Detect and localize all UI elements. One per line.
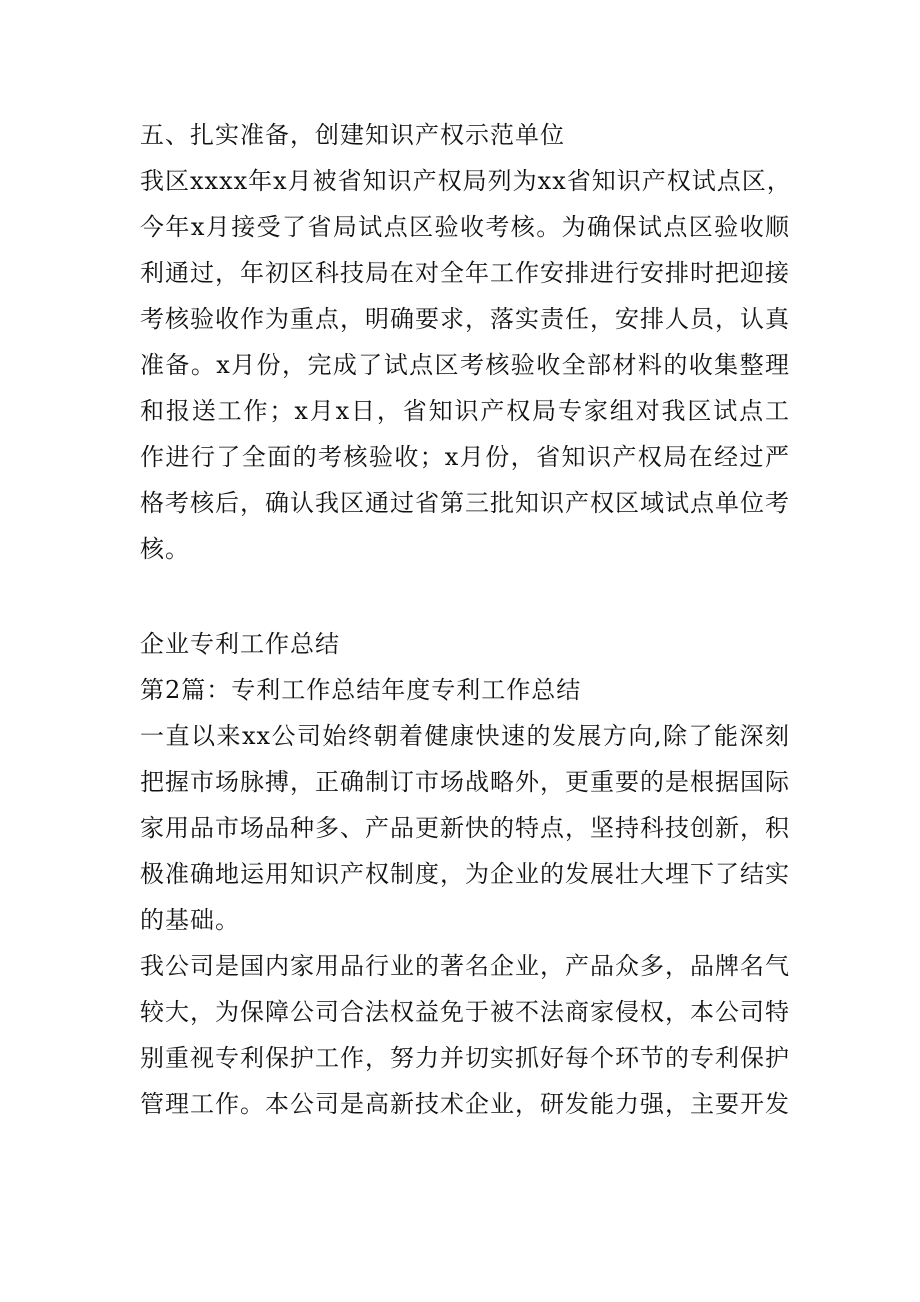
document-body	[140, 112, 790, 1127]
paragraph-line: 考核验收作为重点，明确要求，落实责任，安排人员，认真	[140, 305, 790, 333]
paragraph-line: 格考核后，确认我区通过省第三批知识产权区域试点单位考	[140, 489, 790, 517]
paragraph-line: 别重视专利保护工作，努力并切实抓好每个环节的专利保护	[140, 1044, 790, 1072]
paragraph-line: 和报送工作；x月x日，省知识产权局专家组对我区试点工	[140, 397, 790, 425]
paragraph-line: 准备。x月份，完成了试点区考核验收全部材料的收集整理	[140, 351, 790, 379]
paragraph-line: 家用品市场品种多、产品更新快的特点，坚持科技创新，积	[140, 814, 790, 842]
paragraph-line: 我公司是国内家用品行业的著名企业，产品众多，品牌名气	[140, 952, 790, 980]
paragraph-line: 作进行了全面的考核验收；x月份，省知识产权局在经过严	[140, 443, 790, 471]
paragraph-line: 今年x月接受了省局试点区验收考核。为确保试点区验收顺	[140, 213, 790, 241]
section-spacer	[140, 572, 790, 621]
paragraph-line: 较大，为保障公司合法权益免于被不法商家侵权，本公司特	[140, 998, 790, 1026]
paragraph-line: 一直以来xx公司始终朝着健康快速的发展方向,除了能深刻	[140, 722, 790, 750]
article-subtitle: 第2篇：专利工作总结年度专利工作总结	[140, 676, 582, 704]
paragraph-line: 我区xxxx年x月被省知识产权局列为xx省知识产权试点区，	[140, 167, 792, 195]
paragraph-line: 利通过，年初区科技局在对全年工作安排进行安排时把迎接	[140, 259, 790, 287]
paragraph-line: 核。	[140, 535, 190, 563]
paragraph-line: 把握市场脉搏，正确制订市场战略外，更重要的是根据国际	[140, 768, 790, 796]
paragraph-line: 的基础。	[140, 906, 240, 934]
document-title: 企业专利工作总结	[140, 630, 340, 658]
paragraph-line: 极准确地运用知识产权制度，为企业的发展壮大埋下了结实	[140, 860, 790, 888]
section-heading: 五、扎实准备，创建知识产权示范单位	[140, 121, 565, 149]
paragraph-line: 管理工作。本公司是高新技术企业，研发能力强，主要开发	[140, 1090, 790, 1118]
